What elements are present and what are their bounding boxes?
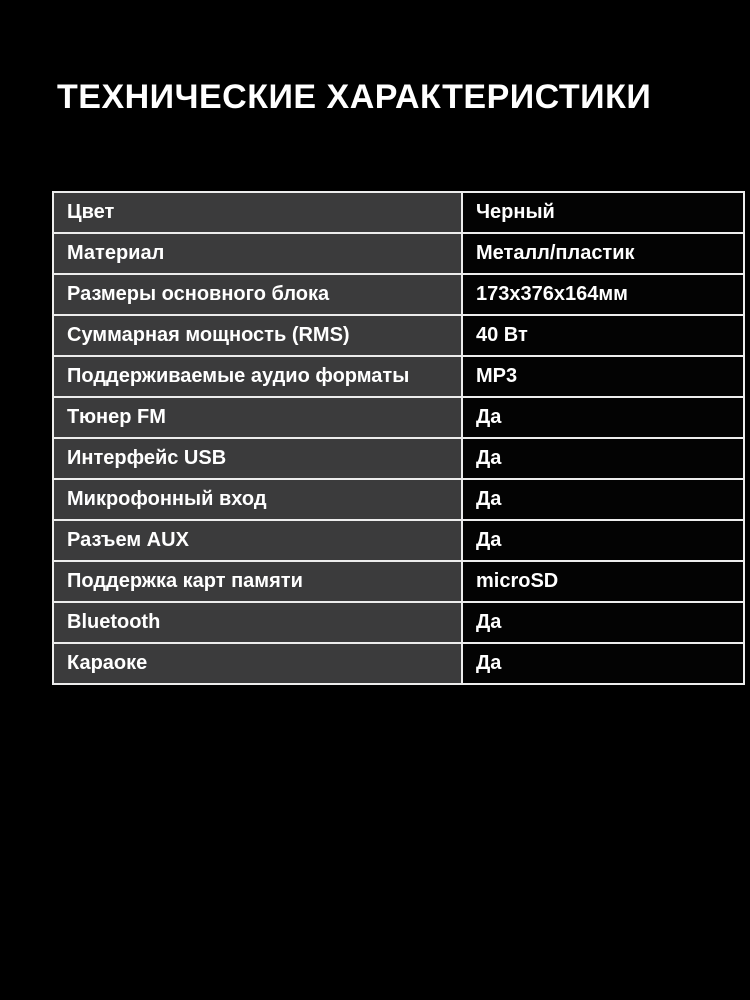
spec-label: Разъем AUX (53, 520, 462, 561)
page-title: ТЕХНИЧЕСКИЕ ХАРАКТЕРИСТИКИ (57, 78, 652, 116)
table-row (53, 602, 744, 643)
table-row (53, 479, 744, 520)
spec-value: MP3 (462, 356, 744, 397)
spec-value: microSD (462, 561, 744, 602)
spec-label: Размеры основного блока (53, 274, 462, 315)
spec-label: Цвет (53, 192, 462, 233)
table-row (53, 315, 744, 356)
spec-label: Поддерживаемые аудио форматы (53, 356, 462, 397)
spec-label: Микрофонный вход (53, 479, 462, 520)
table-row (53, 356, 744, 397)
spec-label: Bluetooth (53, 602, 462, 643)
table-row (53, 520, 744, 561)
spec-label: Караоке (53, 643, 462, 684)
specifications-table (52, 191, 745, 685)
table-row (53, 192, 744, 233)
spec-label: Поддержка карт памяти (53, 561, 462, 602)
spec-value: Металл/пластик (462, 233, 744, 274)
spec-value: Да (462, 438, 744, 479)
table-row (53, 233, 744, 274)
table-row (53, 643, 744, 684)
spec-value: Да (462, 520, 744, 561)
spec-value: 173x376x164мм (462, 274, 744, 315)
table-row (53, 438, 744, 479)
spec-value: Да (462, 397, 744, 438)
spec-value: Черный (462, 192, 744, 233)
table-row (53, 397, 744, 438)
spec-value: Да (462, 602, 744, 643)
spec-label: Интерфейс USB (53, 438, 462, 479)
spec-value: Да (462, 479, 744, 520)
spec-value: 40 Вт (462, 315, 744, 356)
spec-label: Материал (53, 233, 462, 274)
spec-value: Да (462, 643, 744, 684)
spec-label: Тюнер FM (53, 397, 462, 438)
table-row (53, 561, 744, 602)
spec-label: Суммарная мощность (RMS) (53, 315, 462, 356)
table-row (53, 274, 744, 315)
